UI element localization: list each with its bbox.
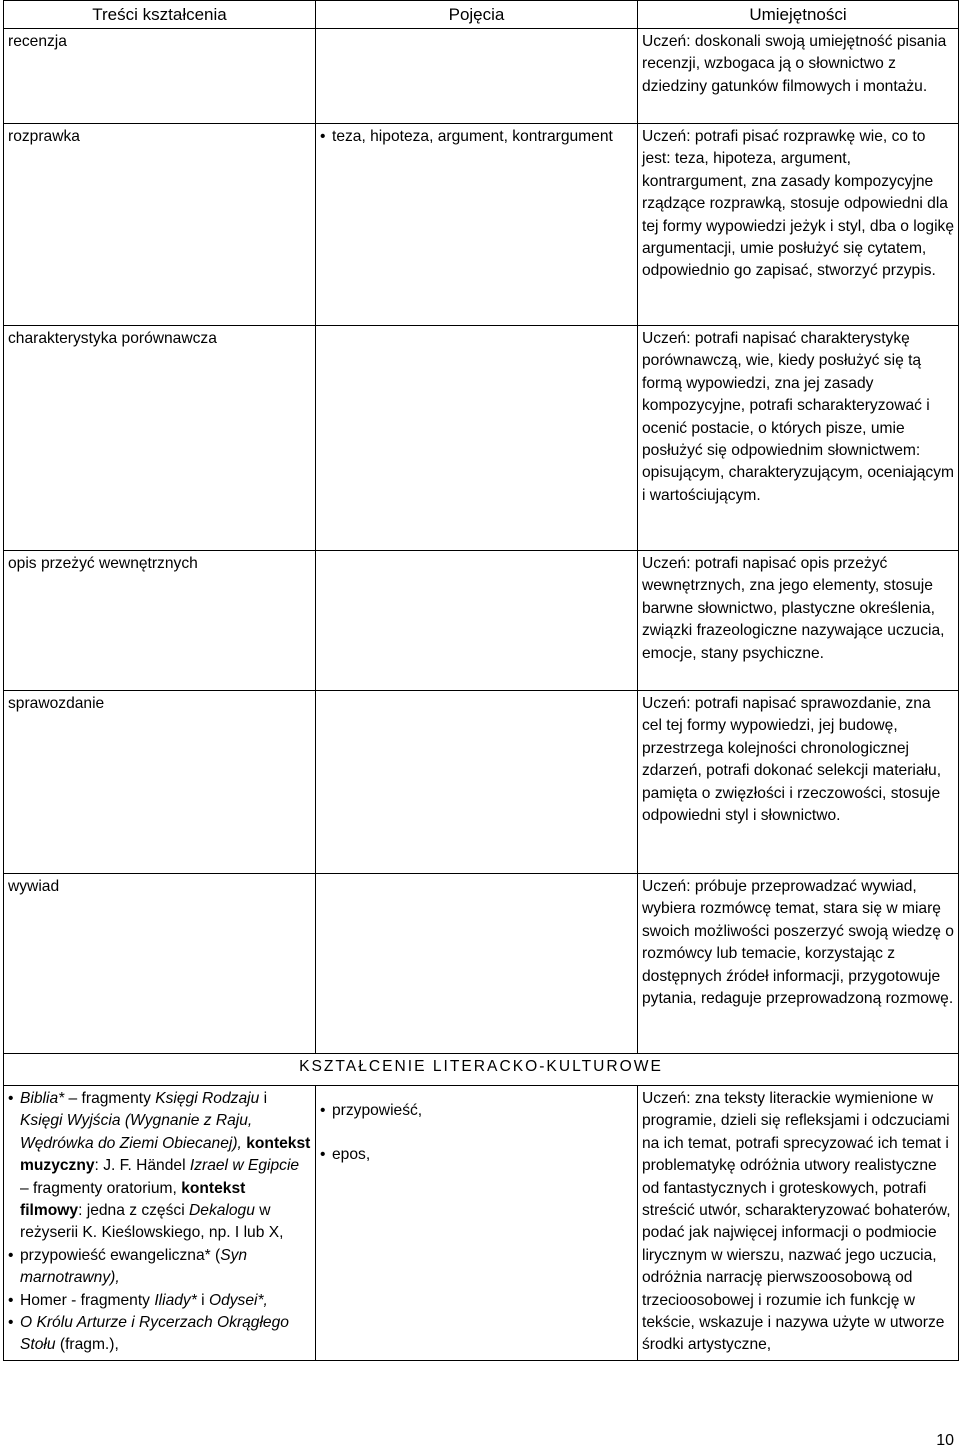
table-row — [4, 874, 959, 1054]
literary-item — [8, 1312, 311, 1357]
literary-skills-cell: Uczeń: zna teksty literackie wymienione w programie, dzieli się refleksjami i odczuciami na ich temat, potrafi sprecyzować ich temat i problematykę odróżnia utwory realistyczne od fantastycznych i groteskowych, potrafi streścić utwór, scharakteryzować bohaterów, podać jak najwięcej informacji o podmiocie lirycznym w wierszu, nazwać jego uczucia, odróżnia narrację pierwszoosobową od trzecioosobowej i rozumie ich funkcję w tekście, wskazuje i nazywa użyte w utworze środki artystyczne, — [638, 1086, 959, 1361]
text-fragment: – fragmenty oratorium, — [20, 1179, 182, 1197]
skills-cell: Uczeń: doskonali swoją umiejętność pisania recenzji, wzbogaca ją o słownictwo z dziedziny gatunków filmowych i montażu. — [638, 29, 959, 124]
skills-cell: Uczeń: potrafi napisać sprawozdanie, zna cel tej formy wypowiedzi, jej budowę, przestrzega kolejności chronologicznej zdarzeń, potrafi dokonać selekcji materiału, pamięta o zwięzłości i rzeczowości, stosuje odpowiedni styl i słownictwo. — [638, 691, 959, 874]
table-row — [4, 691, 959, 874]
concepts-cell — [316, 124, 638, 326]
text-fragment: kontekst muzyczny — [20, 1134, 311, 1175]
topic-cell: wywiad — [4, 874, 316, 1054]
text-fragment: Dekalogu — [189, 1202, 255, 1220]
text-fragment: Odysei*, — [208, 1291, 268, 1309]
text-fragment: Biblia* — [20, 1090, 65, 1107]
text-fragment: i — [259, 1090, 268, 1107]
literary-content-cell — [4, 1086, 316, 1361]
skills-cell: Uczeń: potrafi pisać rozprawkę wie, co to jest: teza, hipoteza, argument, kontrargument, zna zasady kompozycyjne rządzące rozprawką, stosuje odpowiedni dla tej formy wypowiedzi jeżyk i styl, dba o logikę argumentacji, umie posłużyć się cytatem, odpowiednio go zapisać, stworzyć przypis. — [638, 124, 959, 326]
text-fragment: kontekst filmowy — [20, 1179, 246, 1220]
topic-cell: opis przeżyć wewnętrznych — [4, 551, 316, 691]
page-number: 10 — [936, 1432, 954, 1449]
text-fragment: Księgi Rodzaju — [155, 1090, 260, 1107]
skills-cell: Uczeń: potrafi napisać opis przeżyć wewnętrznych, zna jego elementy, stosuje barwne słownictwo, plastyczne określenia, związki frazeologiczne nazywające uczucia, emocje, stany psychiczne. — [638, 551, 959, 691]
section-title: KSZTAŁCENIE LITERACKO-KULTUROWE — [4, 1054, 959, 1086]
text-fragment: O Królu Arturze i Rycerzach Okrągłego Stołu — [20, 1314, 289, 1354]
text-fragment: : jedna z części — [78, 1202, 190, 1220]
text-fragment: : J. F. Händel — [94, 1157, 190, 1175]
text-fragment: Homer - fragmenty — [20, 1291, 155, 1309]
text-fragment: przypowieść ewangeliczna* ( — [20, 1246, 221, 1264]
section-heading-row — [4, 1054, 959, 1086]
skills-cell: Uczeń: potrafi napisać charakterystykę porównawczą, wie, kiedy posłużyć się tą formą wypowiedzi, zna jej zasady kompozycyjne, potrafi scharakteryzować i ocenić postacie, o których pisze, umie posłużyć się odpowiednim słownictwem: opisującym, charakteryzującym, oceniającym i wartościującym. — [638, 326, 959, 551]
literary-item — [8, 1088, 311, 1245]
concept-item: • teza, hipoteza, argument, kontrargument — [320, 126, 633, 148]
literary-concepts-cell — [316, 1086, 638, 1361]
text-fragment: w reżyserii K. Kieślowskiego, np. I lub X, — [20, 1202, 284, 1242]
concepts-cell — [316, 691, 638, 874]
concept-item: • epos, — [320, 1144, 633, 1166]
table-row — [4, 551, 959, 691]
table-row — [4, 29, 959, 124]
concepts-cell — [316, 551, 638, 691]
text-fragment: (fragm.), — [55, 1336, 119, 1354]
table-row — [4, 1086, 959, 1361]
literary-item — [8, 1245, 311, 1290]
header-concepts: Pojęcia — [316, 1, 638, 29]
skills-cell: Uczeń: próbuje przeprowadzać wywiad, wybiera rozmówcę temat, stara się w miarę swoich możliwości poszerzyć swoją wiedzę o rozmówcy lub temacie, korzystając z dostępnych źródeł informacji, przygotowuje pytania, redaguje przeprowadzoną rozmowę. — [638, 874, 959, 1054]
text-fragment: – fragmenty — [64, 1090, 156, 1107]
text-fragment: Izrael w Egipcie — [189, 1157, 300, 1175]
topic-cell: sprawozdanie — [4, 691, 316, 874]
topic-cell: recenzja — [4, 29, 316, 124]
text-fragment: i — [196, 1291, 209, 1309]
header-content: Treści kształcenia — [4, 1, 316, 29]
table-row — [4, 124, 959, 326]
header-skills: Umiejętności — [638, 1, 959, 29]
concept-item: • przypowieść, — [320, 1100, 633, 1122]
table-header-row — [4, 1, 959, 29]
topic-cell: charakterystyka porównawcza — [4, 326, 316, 551]
literary-item — [8, 1290, 311, 1312]
concepts-cell — [316, 874, 638, 1054]
text-fragment: Księgi Wyjścia (Wygnanie z Raju, Wędrówka do Ziemi Obiecanej), — [20, 1112, 253, 1152]
table-row — [4, 326, 959, 551]
text-fragment: Iliady* — [154, 1291, 197, 1309]
concepts-cell — [316, 326, 638, 551]
topic-cell: rozprawka — [4, 124, 316, 326]
curriculum-table — [3, 0, 959, 1361]
concepts-cell — [316, 29, 638, 124]
text-fragment: Syn marnotrawny), — [20, 1246, 248, 1287]
